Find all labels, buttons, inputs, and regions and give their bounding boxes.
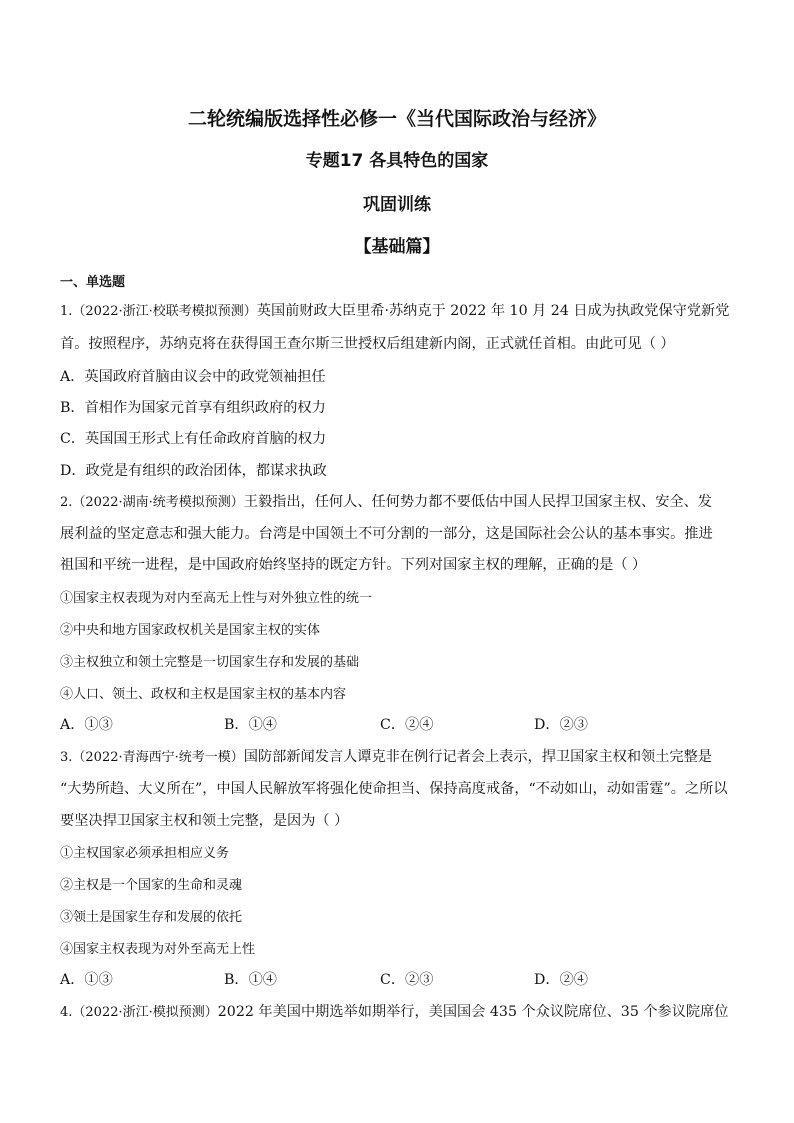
question-2-line-1	[60, 493, 740, 512]
question-3-line-1	[60, 748, 740, 767]
topic-title: 专题17 各具特色的国家	[305, 151, 489, 171]
subtitle: 巩固训练	[363, 195, 431, 215]
question-2-option-c: C．②④	[380, 717, 434, 733]
question-2-statement-2: ②中央和地方国家政权机关是国家主权的实体	[60, 623, 321, 638]
question-3-statement-3: ③领土是国家生存和发展的依托	[60, 910, 243, 925]
question-3-statement-1: ①主权国家必须承担相应义务	[60, 846, 230, 861]
question-3-line-2: “大势所趋、大义所在”，中国人民解放军将强化使命担当、保持高度戒备，“不动如山，动如雷霆”。之所以	[60, 781, 728, 797]
question-3-option-a: A．①③	[60, 972, 113, 988]
question-3-text-1: 国防部新闻发言人谭克非在例行记者会上表示，捍卫国家主权和领土完整是	[243, 749, 712, 765]
question-3-line-3: 要坚决捍卫国家主权和领土完整，是因为（ ）	[60, 813, 349, 829]
question-3-option-c: C．②③	[380, 972, 434, 988]
question-2-statement-4: ④人口、领土、政权和主权是国家主权的基本内容	[60, 687, 347, 702]
question-3-statement-4: ④国家主权表现为对外至高无上性	[60, 942, 256, 957]
level-heading: 【基础篇】	[354, 237, 440, 257]
question-2-option-a: A．①③	[60, 717, 113, 733]
question-2-line-2: 展利益的坚定意志和强大能力。台湾是中国领土不可分割的一部分，这是国际社会公认的基本事实。推进	[60, 526, 713, 542]
question-1-option-d: D．政党是有组织的政治团体，都谋求执政	[60, 463, 327, 479]
question-4-source: 4.（2022·浙江·模拟预测）	[60, 1005, 218, 1020]
document-title: 二轮统编版选择性必修一《当代国际政治与经济》	[187, 108, 606, 130]
question-1-source: 1.（2022·浙江·校联考模拟预测）	[60, 304, 257, 319]
question-2-text-1: 王毅指出，任何人、任何势力都不要低估中国人民捍卫国家主权、安全、发	[243, 494, 712, 510]
question-2-option-d: D．②③	[534, 717, 588, 733]
question-2-line-3: 祖国和平统一进程，是中国政府始终坚持的既定方针。下列对国家主权的理解，正确的是（ ）	[60, 557, 647, 573]
question-3-option-d: D．②④	[534, 972, 588, 988]
question-1-line-1	[60, 302, 740, 321]
question-1-option-c: C．英国国王形式上有任命政府首脑的权力	[60, 431, 327, 447]
question-1-text-1: 英国前财政大臣里希·苏纳克于 2022 年 10 月 24 日成为执政党保守党新党	[256, 303, 730, 319]
question-3-statement-2: ②主权是一个国家的生命和灵魂	[60, 878, 243, 893]
question-3-source: 3.（2022·青海西宁·统考一模）	[60, 750, 244, 765]
question-2-statement-1: ①国家主权表现为对内至高无上性与对外独立性的统一	[60, 591, 373, 606]
question-1-option-a: A．英国政府首脑由议会中的政党领袖担任	[60, 369, 326, 385]
question-1-option-b: B．首相作为国家元首享有组织政府的权力	[60, 400, 326, 416]
section-heading: 一、单选题	[60, 275, 126, 290]
question-2-statement-3: ③主权独立和领土完整是一切国家生存和发展的基础	[60, 655, 360, 670]
question-3-option-b: B．①④	[224, 972, 277, 988]
question-1-line-2: 首。按照程序，苏纳克将在获得国王查尔斯三世授权后组建新内阁，正式就任首相。由此可见（ ）	[60, 336, 675, 352]
question-4-line-1	[60, 1003, 740, 1022]
question-2-option-b: B．①④	[224, 717, 277, 733]
question-4-text-1: 2022 年美国中期选举如期举行，美国国会 435 个众议院席位、35 个参议院席位	[217, 1004, 729, 1020]
question-2-source: 2.（2022·湖南·统考模拟预测）	[60, 495, 244, 510]
